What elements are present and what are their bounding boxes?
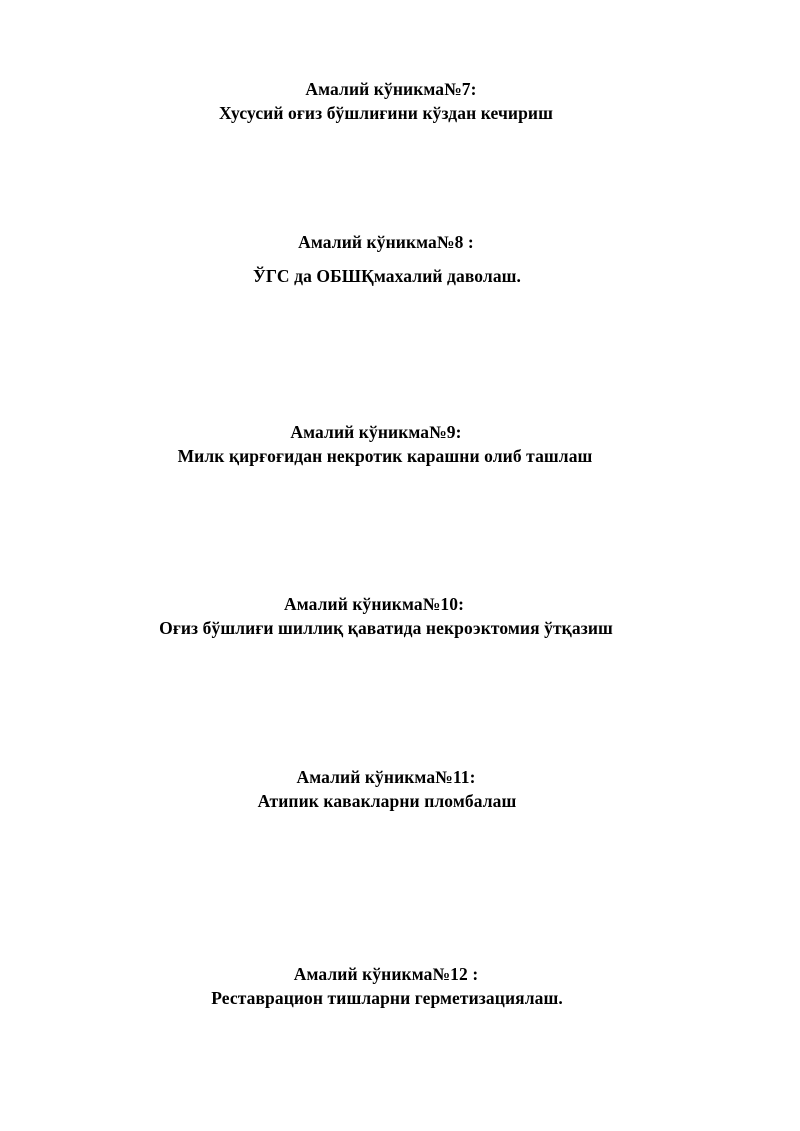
section-title: ЎГС да ОБШҚмахалий даволаш. [252,266,522,286]
section-title: Атипик кавакларни пломбалаш [257,791,517,811]
practical-skill-7 [0,77,800,125]
section-title: Оғиз бўшлиғи шиллиқ қаватида некроэктомия ўтқазиш [159,618,613,638]
section-heading: Амалий кўникма№12 : [293,964,479,984]
section-heading: Амалий кўникма№8 : [298,232,474,252]
section-title: Милк қирғоғидан некротик карашни олиб ташлаш [177,446,593,466]
section-title: Реставрацион тишларни герметизациялаш. [211,988,563,1008]
section-title: Хусусий оғиз бўшлиғини кўздан кечириш [218,103,553,123]
practical-skill-8 [0,230,800,288]
section-heading: Амалий кўникма№7: [305,79,477,99]
practical-skill-12 [0,962,800,1010]
section-heading: Амалий кўникма№11: [296,767,476,787]
section-heading: Амалий кўникма№9: [290,422,462,442]
practical-skill-9 [0,420,800,468]
practical-skill-10 [0,592,800,640]
practical-skill-11 [0,765,800,813]
section-heading: Амалий кўникма№10: [283,594,465,614]
